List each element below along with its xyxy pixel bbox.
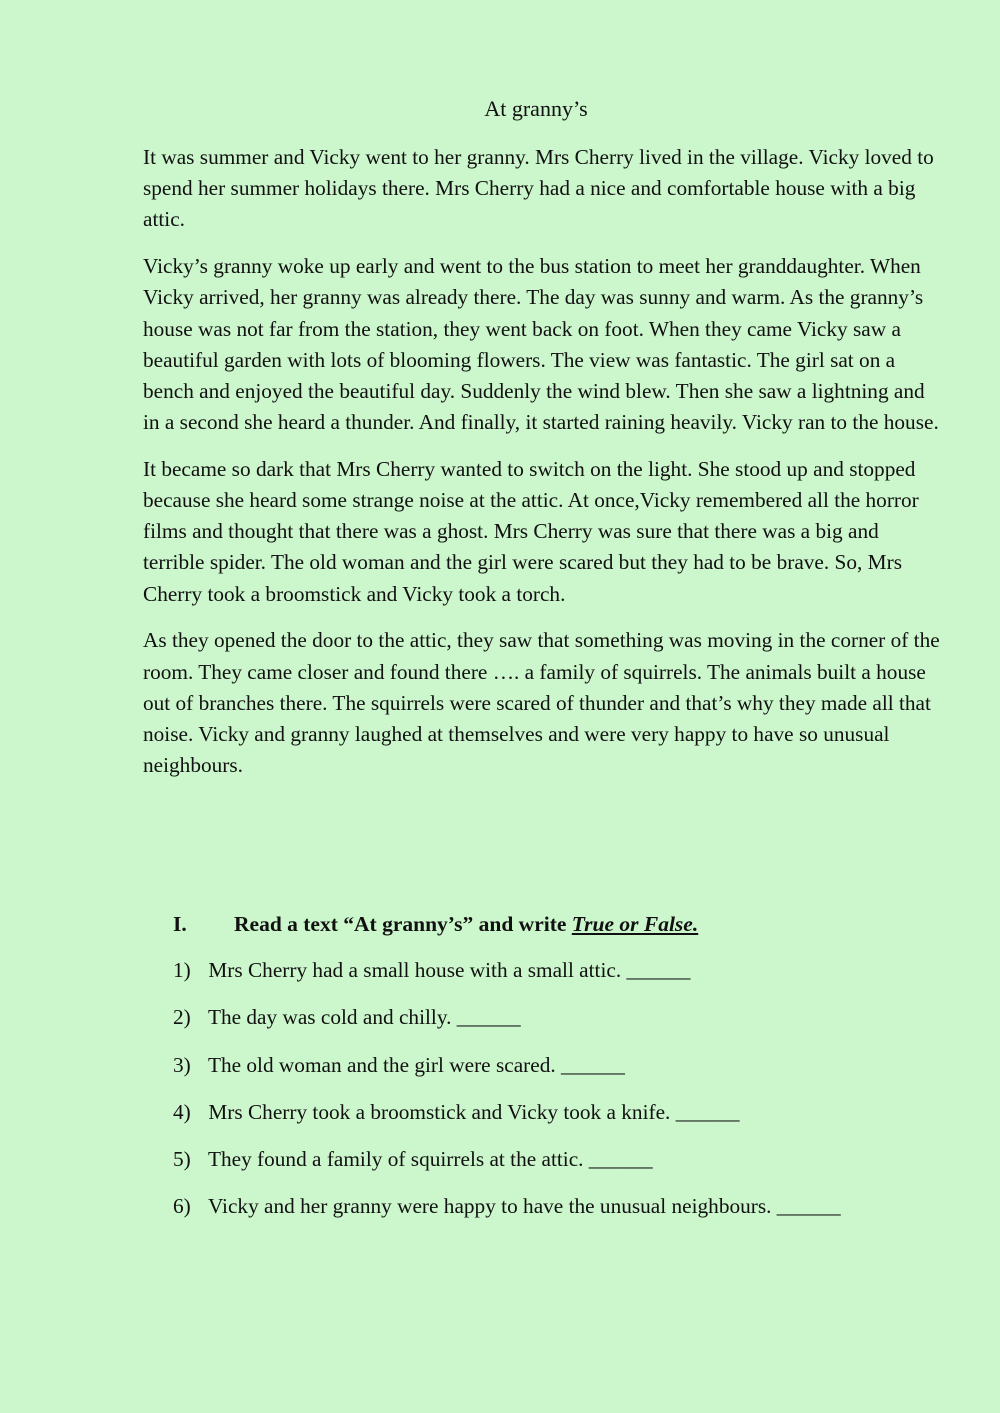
statement-number: 1) [173, 958, 191, 982]
story-paragraph: It was summer and Vicky went to her granny. Mrs Cherry lived in the village. Vicky loved to spend her summer holidays there. Mrs Cherry had a nice and comfortable house with a big attic. [143, 145, 934, 232]
statement-item [173, 1144, 953, 1175]
statement-text: Vicky and her granny were happy to have the unusual neighbours. ______ [207, 1194, 841, 1219]
story-paragraph: Vicky’s granny woke up early and went to the bus station to meet her granddaughter. When Vicky arrived, her granny was already there. The day was sunny and warm. As the granny’s house was not far from the station, they went back on foot. When they came Vicky saw a beautiful garden with lots of blooming flowers. The view was fantastic. The girl sat on a bench and enjoyed the beautiful day. Suddenly the wind blew. Then she saw a lightning and in a second she heard a thunder. And finally, it started raining heavily. Vicky ran to the house. [143, 254, 939, 435]
statement-item [173, 1191, 953, 1222]
story-text [143, 142, 943, 797]
statement-item [173, 1097, 953, 1128]
statement-text: The day was cold and chilly. ______ [207, 1005, 521, 1030]
true-false-task [173, 908, 953, 1239]
story-paragraph: As they opened the door to the attic, they saw that something was moving in the corner of the room. They came closer and found there …. a family of squirrels. The animals built a house out of branches there. The squirrels were scared of thunder and that’s why they made all that noise. Vicky and granny laughed at themselves and were very happy to have so unusual neighbours. [143, 628, 940, 778]
statement-text: The old woman and the girl were scared. ______ [207, 1052, 625, 1077]
statement-number: 3) [173, 1052, 191, 1077]
statement-item [173, 1050, 953, 1081]
statement-number: 4) [173, 1099, 191, 1124]
statement-text: Mrs Cherry took a broomstick and Vicky took a knife. ______ [208, 1099, 740, 1124]
statement-number: 2) [173, 1005, 191, 1030]
statement-item [173, 1002, 953, 1033]
statement-text: They found a family of squirrels at the attic. ______ [207, 1147, 653, 1172]
statement-text: Mrs Cherry had a small house with a small attic. ______ [208, 958, 691, 982]
task-number: I. [173, 912, 187, 936]
task-heading [173, 908, 953, 940]
statement-item [173, 955, 953, 986]
statement-number: 5) [173, 1147, 191, 1172]
task-instruction: Read a text “At granny’s” and write [234, 912, 572, 936]
story-title: At granny’s [484, 96, 588, 121]
statement-list [173, 955, 953, 1222]
task-instruction-emphasis: True or False. [571, 912, 699, 936]
story-paragraph: It became so dark that Mrs Cherry wanted to switch on the light. She stood up and stopped because she heard some strange noise at the attic. At once,Vicky remembered all the horror films and thought that there was a ghost. Mrs Cherry was sure that there was a big and terrible spider. The old woman and the girl were scared but they had to be brave. So, Mrs Cherry took a broomstick and Vicky took a torch. [143, 456, 919, 606]
statement-number: 6) [173, 1194, 191, 1219]
